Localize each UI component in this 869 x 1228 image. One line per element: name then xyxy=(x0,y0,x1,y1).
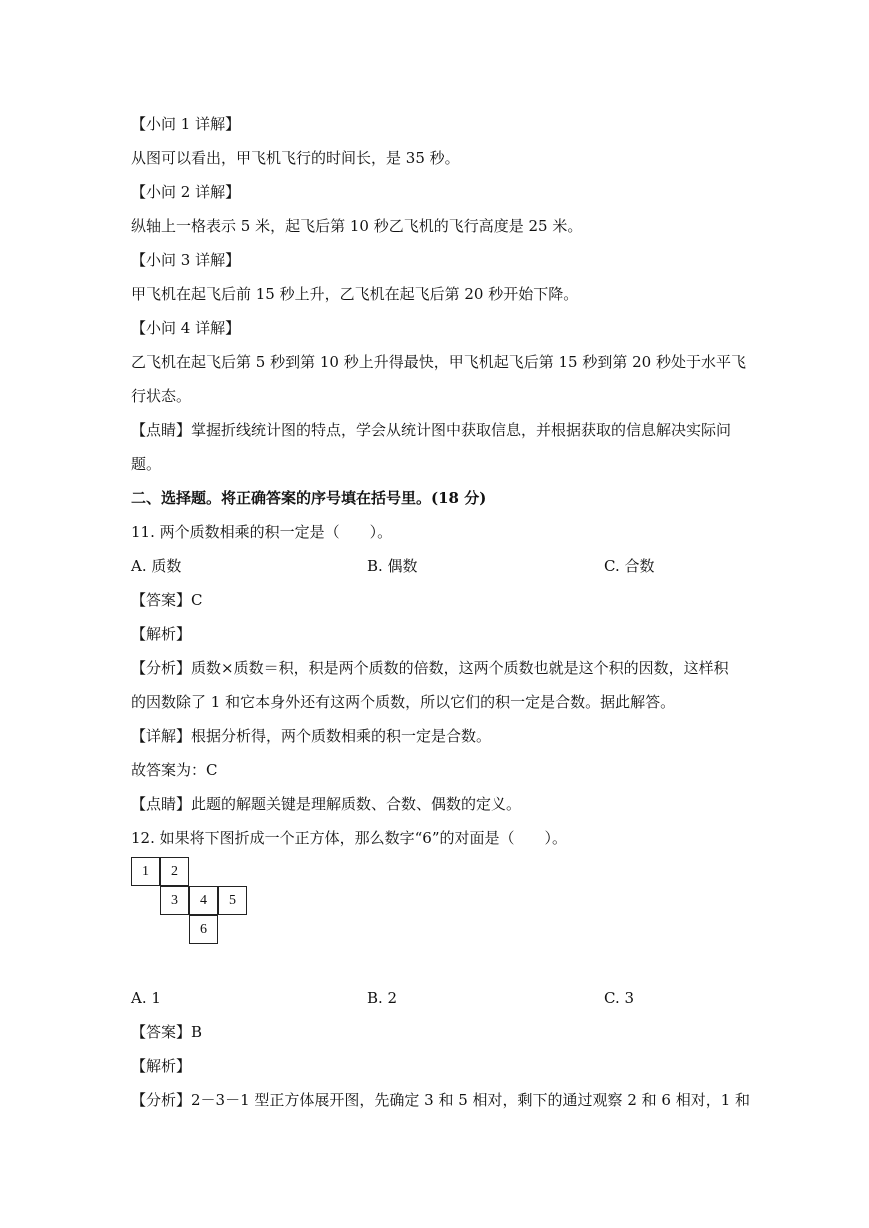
line-3: 【小问 2 详解】 xyxy=(131,183,241,201)
q12-option-c: C. 3 xyxy=(604,989,635,1007)
line-11: 题。 xyxy=(131,455,162,473)
q11-detail: 【详解】根据分析得，两个质数相乘的积一定是合数。 xyxy=(131,727,492,745)
q11-conclusion: 故答案为：C xyxy=(131,761,218,779)
line-9: 行状态。 xyxy=(131,387,192,405)
net-cell-4: 4 xyxy=(189,886,218,915)
net-cell-3: 3 xyxy=(160,886,189,915)
q12-option-a: A. 1 xyxy=(131,989,161,1007)
question-11: 11. 两个质数相乘的积一定是（ ）。 xyxy=(131,523,393,541)
line-6: 甲飞机在起飞后前 15 秒上升，乙飞机在起飞后第 20 秒开始下降。 xyxy=(131,285,579,303)
q12-option-b: B. 2 xyxy=(367,989,398,1007)
cube-net-figure xyxy=(131,857,251,947)
q12-analysis-1: 【分析】2－3－1 型正方体展开图，先确定 3 和 5 相对，剩下的通过观察 2 和 6 相对，1 和 xyxy=(131,1091,751,1109)
net-cell-6: 6 xyxy=(189,915,218,944)
line-8: 乙飞机在起飞后第 5 秒到第 10 秒上升得最快，甲飞机起飞后第 15 秒到第 20 秒处于水平飞 xyxy=(131,353,746,371)
net-cell-1: 1 xyxy=(131,857,160,886)
q11-answer: 【答案】C xyxy=(131,591,203,609)
section-heading: 二、选择题。将正确答案的序号填在括号里。(18 分) xyxy=(131,489,487,507)
line-1: 【小问 1 详解】 xyxy=(131,115,241,133)
q11-analysis-2: 的因数除了 1 和它本身外还有这两个质数，所以它们的积一定是合数。据此解答。 xyxy=(131,693,676,711)
q12-answer: 【答案】B xyxy=(131,1023,203,1041)
q11-option-c: C. 合数 xyxy=(604,557,655,575)
q12-analysis-label: 【解析】 xyxy=(131,1057,192,1075)
line-5: 【小问 3 详解】 xyxy=(131,251,241,269)
q11-option-a: A. 质数 xyxy=(131,557,182,575)
question-12: 12. 如果将下图折成一个正方体，那么数字“6”的对面是（ ）。 xyxy=(131,829,568,847)
q11-option-b: B. 偶数 xyxy=(367,557,418,575)
line-7: 【小问 4 详解】 xyxy=(131,319,241,337)
net-cell-5: 5 xyxy=(218,886,247,915)
q11-analysis-1: 【分析】质数×质数＝积，积是两个质数的倍数，这两个质数也就是这个积的因数，这样积 xyxy=(131,659,729,677)
q11-tip: 【点睛】此题的解题关键是理解质数、合数、偶数的定义。 xyxy=(131,795,522,813)
line-2: 从图可以看出，甲飞机飞行的时间长，是 35 秒。 xyxy=(131,149,460,167)
line-4: 纵轴上一格表示 5 米，起飞后第 10 秒乙飞机的飞行高度是 25 米。 xyxy=(131,217,583,235)
net-cell-2: 2 xyxy=(160,857,189,886)
line-10: 【点睛】掌握折线统计图的特点，学会从统计图中获取信息，并根据获取的信息解决实际问 xyxy=(131,421,732,439)
q11-analysis-label: 【解析】 xyxy=(131,625,192,643)
